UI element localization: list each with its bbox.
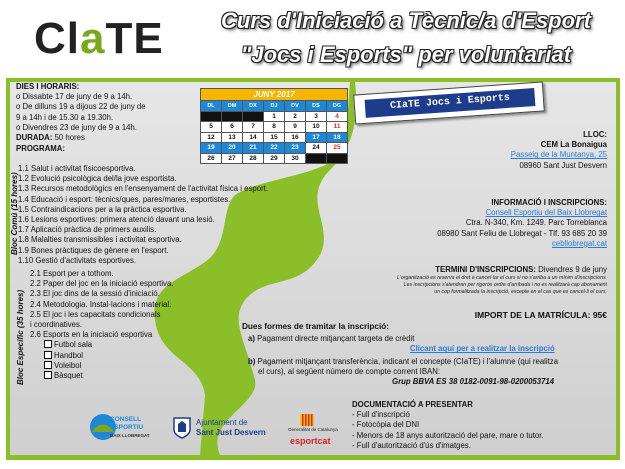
option-a-letter: a) — [248, 334, 255, 344]
weekday-label: DJ — [264, 101, 285, 112]
banner-text: CIaTE Jocs i Esports — [365, 88, 536, 118]
calendar-day: 28 — [243, 153, 264, 164]
sport-item — [30, 351, 173, 361]
calendar-week — [201, 143, 348, 154]
program-item: 1.3 Recursos metodològics en l'ensenyament de l'activitat física i esport. — [18, 184, 269, 194]
calendar-day: 25 — [327, 143, 348, 154]
deadline-value: Divendres 9 de juny — [538, 265, 607, 274]
block-specific-label: Bloc Específic (35 hores) — [16, 289, 25, 385]
calendar-day: 2 — [285, 111, 306, 122]
june-calendar — [200, 88, 348, 164]
calendar-day — [222, 111, 243, 122]
ajuntament-shield-icon — [172, 416, 192, 440]
calendar-day: 7 — [243, 122, 264, 133]
program-item: 1.6 Lesions esportives: primera atenció davant una lesió. — [18, 215, 215, 225]
checkbox-icon — [44, 371, 52, 379]
calendar-week — [201, 122, 348, 133]
program-item: i coordinatives. — [30, 320, 83, 330]
program-block-specific — [30, 269, 173, 381]
title-line-2: "Jocs i Esports" per voluntariat — [240, 42, 572, 67]
checkbox-icon — [44, 351, 52, 359]
consell-esportiu-logo — [88, 408, 150, 452]
payment-option-a: Pagament directe mitjançant targeta de crèdit — [257, 334, 415, 344]
block-common-label: Bloc Comú (15 hores) — [10, 172, 19, 255]
place-address-link[interactable]: Passeig de la Muntanya, 25 — [510, 150, 607, 160]
duration-value: 50 hores — [54, 133, 85, 143]
calendar-day: 5 — [201, 122, 222, 133]
calendar-week — [201, 153, 348, 164]
program-item: 2.3 El joc dins de la sessió d'iniciació. — [30, 289, 160, 299]
calendar-day: 18 — [327, 132, 348, 143]
checkbox-icon — [44, 361, 52, 369]
place-section — [511, 130, 607, 171]
program-item: 1.2 Evolució psicològica del/la jove esportista. — [18, 174, 177, 184]
place-name: CEM La Bonaigua — [540, 140, 607, 150]
calendar-day — [201, 111, 222, 122]
calendar-day: 15 — [264, 132, 285, 143]
calendar-day: 29 — [264, 153, 285, 164]
consell-text-1: CONSELL — [110, 416, 142, 423]
deadline-label: TERMINI D'INSCRIPCIONS: — [435, 265, 536, 274]
weekday-label: DM — [222, 101, 243, 112]
sport-item — [30, 371, 173, 381]
sport-label: Bàsquet — [54, 371, 83, 381]
calendar-week — [201, 132, 348, 143]
deadline-note: un cop formalitzada la inscripció, excepte en el cas que es cancel·li el curs. — [434, 289, 607, 296]
payment-section — [242, 322, 558, 387]
price-label: IMPORT DE LA MATRÍCULA: — [474, 310, 591, 320]
payment-option-b: Pagament mitjançant transferència, indicant el concepte (CIaTE) i l'alumne (qui realitza — [257, 356, 559, 366]
calendar-day: 21 — [243, 143, 264, 154]
calendar-day: 3 — [306, 111, 327, 122]
info-address-1: Ctra. N-340, Km. 1249. Parc Torreblanca — [465, 218, 607, 228]
place-heading: LLOC: — [583, 130, 607, 139]
calendar-day — [243, 111, 264, 122]
calendar-day — [306, 153, 327, 164]
deadline-section — [397, 265, 607, 296]
program-item: 1.9 Bones pràctiques de gènere en l'esport. — [18, 245, 169, 255]
info-email-link[interactable]: cebllobregat.cat — [551, 238, 607, 248]
program-item: 1.10 Gestió d'activitats esportives. — [18, 255, 137, 265]
title-line-1: Curs d'Iniciació a Tècnic/a d'Esport — [221, 8, 591, 33]
document-item: - Full d'autorització d'ús d'imatges. — [352, 440, 471, 450]
checkbox-icon — [44, 340, 52, 348]
schedule-item: o Dissabte 17 de juny de 9 a 14h. — [16, 92, 133, 102]
place-city: 08960 Sant Just Desvern — [519, 160, 607, 170]
sport-item — [30, 361, 173, 371]
weekday-label: DL — [201, 101, 222, 112]
price-value: 95€ — [592, 310, 607, 320]
document-item: - Fotocòpia del DNI — [352, 420, 420, 430]
documents-section — [352, 400, 544, 451]
generalitat-text: Generalitat de Catalunya — [288, 427, 338, 432]
payment-option-b-cont: el curs), al següent número de compte corrent IBAN: — [258, 366, 441, 376]
sport-item — [30, 340, 173, 350]
weekday-label: DS — [306, 101, 327, 112]
info-heading: INFORMACIÓ I INSCRIPCIONS: — [491, 198, 607, 207]
program-item: 2.2 Paper del joc en la iniciació esportiva. — [30, 279, 174, 289]
ajuntament-text — [196, 418, 266, 438]
esportcat-text: esportcat — [290, 436, 331, 446]
ajuntament-text-2: Sant Just Desvern — [196, 428, 266, 437]
schedule-section — [16, 82, 146, 154]
calendar-day: 23 — [285, 143, 306, 154]
schedule-item: 9 a 14h i de 15.30 a 19.30h. — [16, 112, 114, 122]
registration-link[interactable]: Clicant aquí per a realitzar la inscripció — [410, 344, 555, 354]
info-address-2: 08980 Sant Feliu de Llobregat - Tlf. 93 685 20 39 — [437, 228, 607, 238]
ajuntament-text-1: Ajuntament de — [196, 418, 248, 427]
sport-label: Voleibol — [54, 360, 82, 370]
consell-text-3: BAIX LLOBREGAT — [110, 433, 150, 438]
program-item: 1.4 Educació i esport: tècnics/ques, pares/mares, esportistes. — [18, 194, 231, 204]
program-heading: PROGRAMA: — [16, 144, 65, 154]
program-item: 2.5 El joc i les capacitats condicionals — [30, 309, 161, 319]
calendar-day: 24 — [306, 143, 327, 154]
calendar-title: JUNY 2017 — [201, 89, 348, 101]
generalitat-flag-icon — [300, 414, 314, 426]
deadline-note: Les inscripcions s'atendran per rigorós ordre d'arribada i no es realitzarà cap abonament — [403, 282, 607, 289]
sport-label: Futbol sala — [54, 340, 93, 350]
calendar-day: 4 — [327, 111, 348, 122]
calendar-day — [327, 153, 348, 164]
consell-text-2: ESPORTIU — [110, 424, 144, 431]
calendar-day: 22 — [264, 143, 285, 154]
info-section — [437, 198, 607, 249]
sport-label: Handbol — [54, 350, 84, 360]
logo-text-te: TE — [105, 14, 164, 63]
calendar-day: 13 — [222, 132, 243, 143]
consell-text — [110, 416, 150, 440]
weekday-label: DX — [243, 101, 264, 112]
calendar-day: 9 — [285, 122, 306, 133]
program-item: 2.4 Metodologia. Instal·lacions i material. — [30, 299, 172, 309]
calendar-day: 10 — [306, 122, 327, 133]
calendar-day: 1 — [264, 111, 285, 122]
info-org-link[interactable]: Consell Esportiu del Baix Llobregat — [485, 208, 607, 218]
calendar-day: 26 — [201, 153, 222, 164]
program-item: 1.5 Contraindicacions per a la pràctica esportiva. — [18, 204, 187, 214]
calendar-week — [201, 111, 348, 122]
calendar-day: 20 — [222, 143, 243, 154]
calendar-weekdays — [201, 101, 348, 112]
document-item: - Menors de 18 anys autorització del pare, mare o tutor. — [352, 430, 544, 440]
documents-heading: DOCUMENTACIÓ A PRESENTAR — [352, 400, 473, 409]
logo-text-cl: Cl — [34, 14, 80, 63]
option-b-letter: b) — [248, 356, 256, 366]
payment-heading: Dues formes de tramitar la inscripció: — [242, 322, 389, 331]
weekday-label: DV — [285, 101, 306, 112]
calendar-day: 30 — [285, 153, 306, 164]
calendar-day: 14 — [243, 132, 264, 143]
schedule-heading: DIES I HORARIS: — [16, 82, 80, 91]
program-block-common — [18, 164, 268, 266]
logo-text-a: a — [80, 14, 106, 63]
document-item: - Full d'inscripció — [352, 410, 410, 420]
ciate-logo — [34, 16, 164, 62]
calendar-day: 27 — [222, 153, 243, 164]
calendar-day: 11 — [327, 122, 348, 133]
duration-label: DURADA: — [16, 133, 53, 143]
calendar-day: 12 — [201, 132, 222, 143]
calendar-day: 16 — [285, 132, 306, 143]
program-item: 1.8 Malalties transmissibles i activitat esportiva. — [18, 235, 182, 245]
program-item: 2.1 Esport per a tothom. — [30, 269, 114, 278]
calendar-day: 19 — [201, 143, 222, 154]
schedule-item: o Divendres 23 de juny de 9 a 14h. — [16, 122, 137, 132]
calendar-day: 17 — [306, 132, 327, 143]
weekday-label: DG — [327, 101, 348, 112]
deadline-note: L'organització es reserva el dret a cancel·lar el curs si no s'arriba a un mínim d'inscripcions. — [397, 275, 607, 282]
schedule-item: o De dilluns 19 a dijous 22 de juny de — [16, 102, 146, 112]
calendar-day: 8 — [264, 122, 285, 133]
program-item: 1.1 Salut i activitat físicoesportiva. — [18, 164, 136, 173]
iban: Grup BBVA ES 38 0182-0091-98-0200053714 — [392, 377, 555, 387]
price-section — [475, 310, 607, 320]
program-item: 1.7 Aplicació pràctica de primers auxilis. — [18, 225, 157, 235]
program-item: 2.6 Esports en la iniciació esportiva — [30, 330, 153, 340]
calendar-day: 6 — [222, 122, 243, 133]
